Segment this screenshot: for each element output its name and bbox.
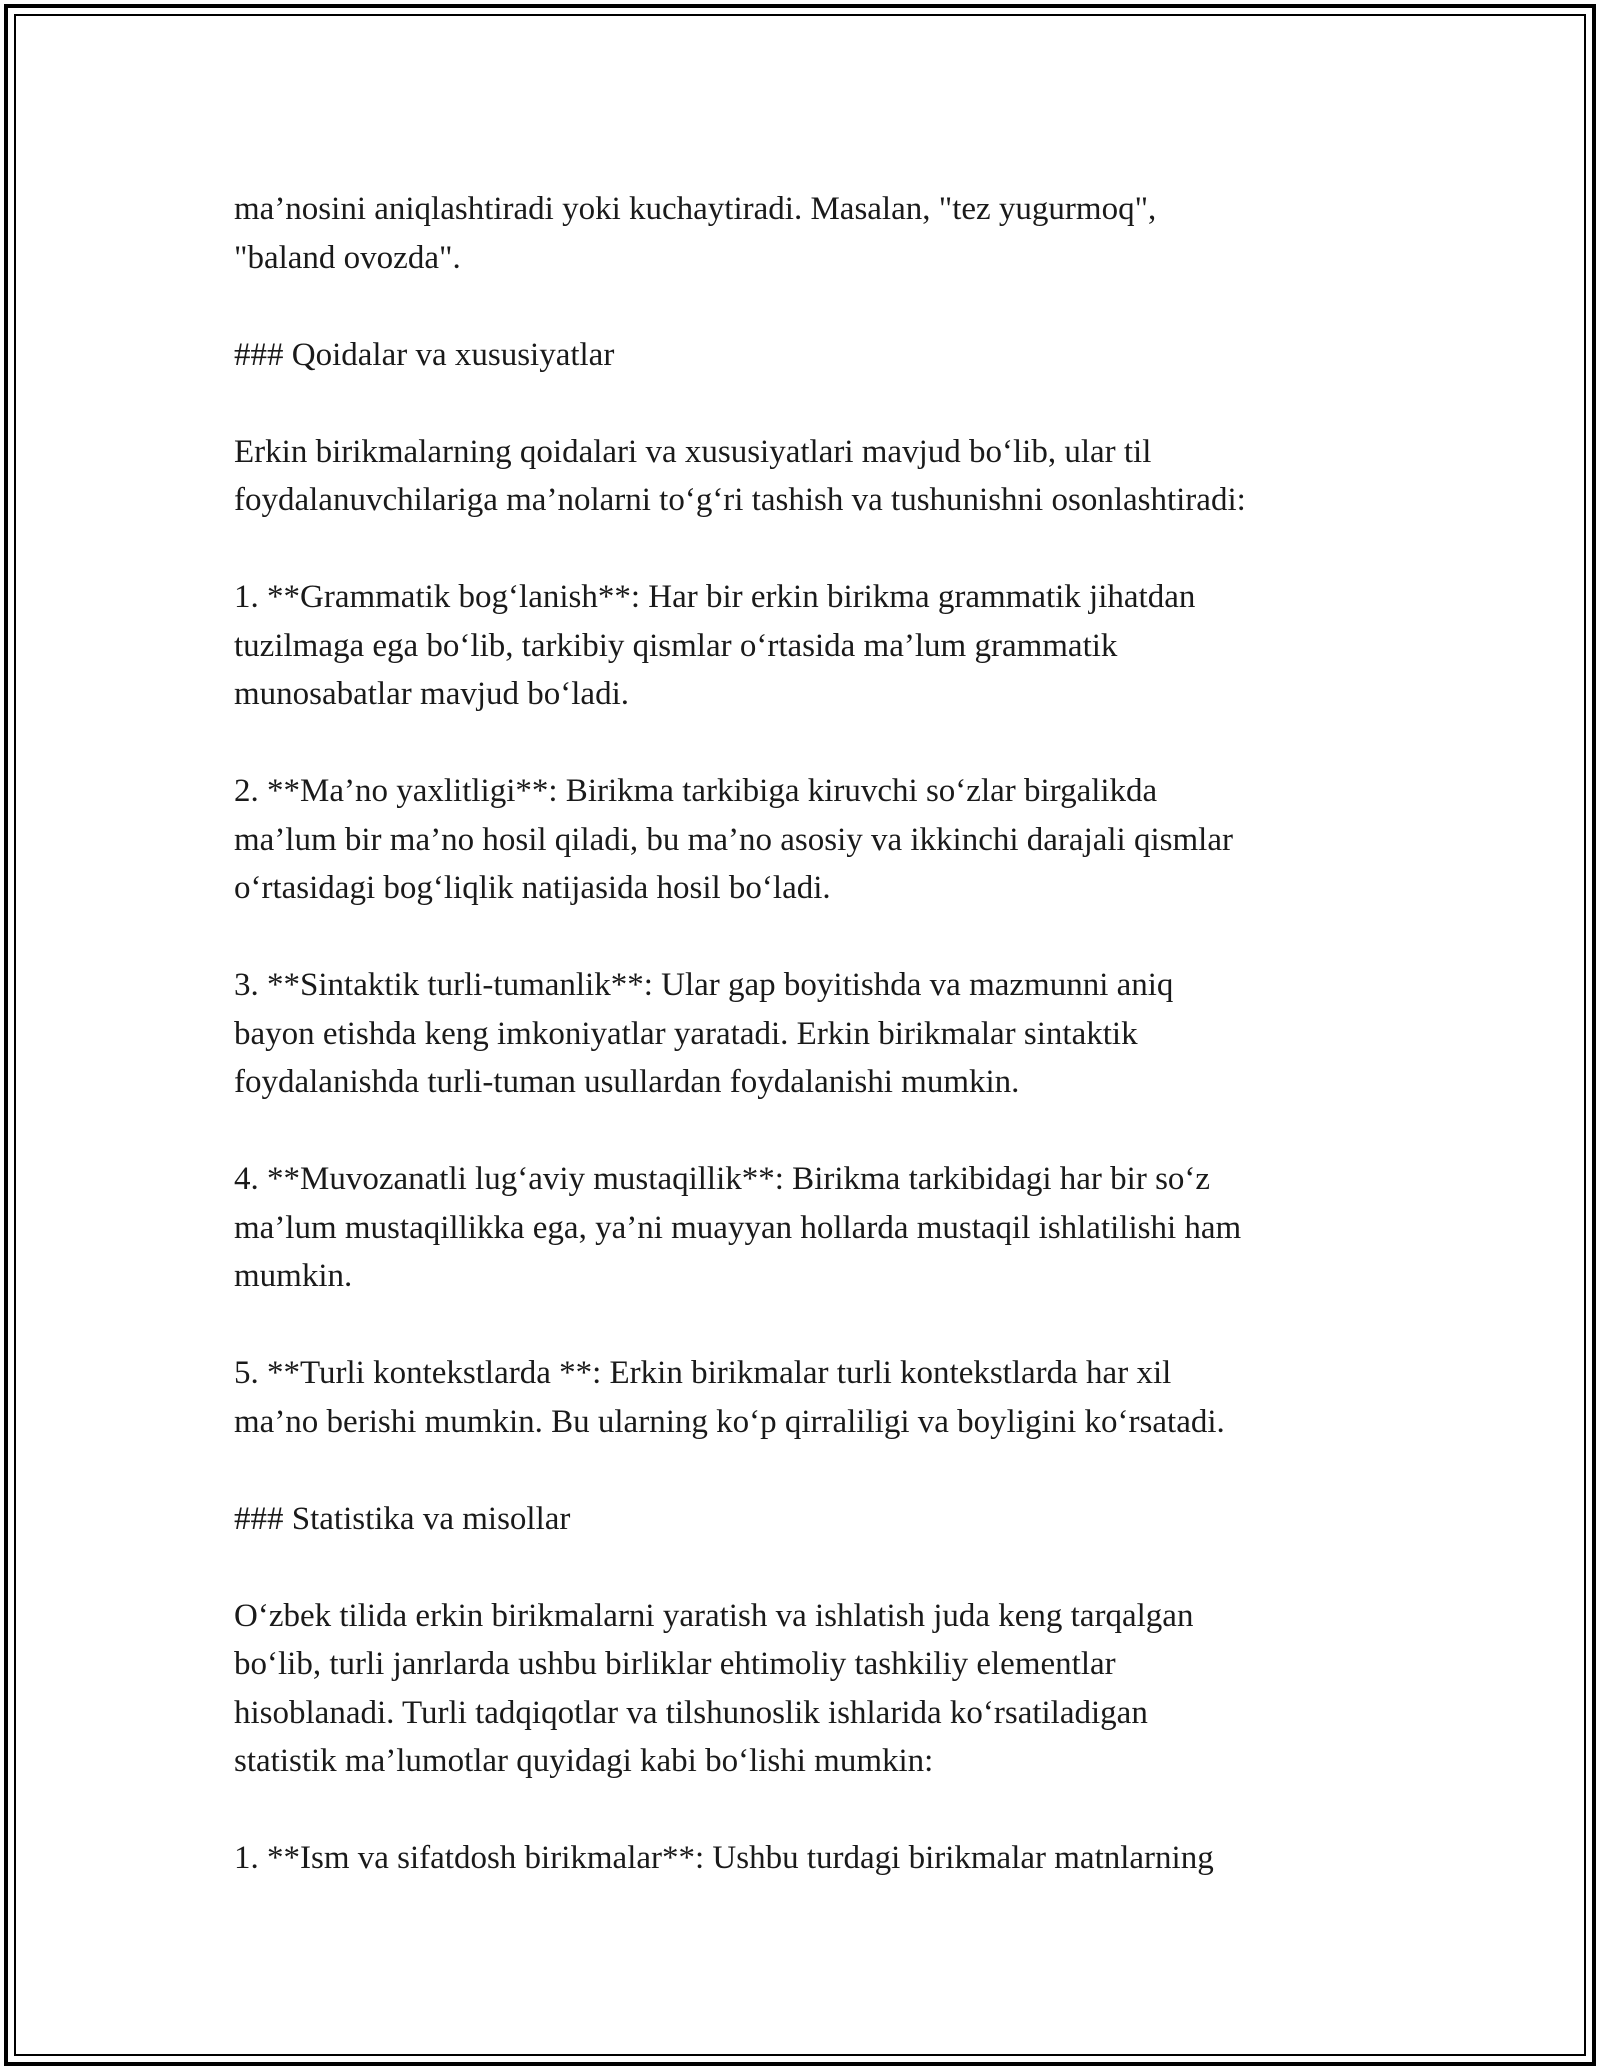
text-line: Erkin birikmalarning qoidalari va xususiyatlari mavjud bo‘lib, ular til <box>234 433 1152 470</box>
paragraph <box>234 767 1394 913</box>
text-line: ma’lum mustaqillikka ega, ya’ni muayyan hollarda mustaqil ishlatilishi ham <box>234 1209 1242 1246</box>
document-body <box>234 185 1394 1883</box>
text-line: statistik ma’lumotlar quyidagi kabi bo‘lishi mumkin: <box>234 1743 934 1779</box>
text-line: foydalanuvchilariga ma’nolarni to‘g‘ri tashish va tushunishni osonlashtiradi: <box>234 482 1246 518</box>
text-line: ma’no berishi mumkin. Bu ularning ko‘p qirraliligi va boyligini ko‘rsatadi. <box>234 1403 1225 1440</box>
text-line: ### Qoidalar va xususiyatlar <box>234 336 615 373</box>
paragraph <box>234 428 1394 525</box>
paragraph <box>234 961 1394 1107</box>
text-line: ma’nosini aniqlashtiradi yoki kuchaytiradi. Masalan, "tez yugurmoq", <box>234 191 1157 227</box>
text-line: mumkin. <box>234 1258 353 1294</box>
text-line: 2. **Ma’no yaxlitligi**: Birikma tarkibiga kiruvchi so‘zlar birgalikda <box>234 773 1158 809</box>
text-line: bo‘lib, turli janrlarda ushbu birliklar ehtimoliy tashkiliy elementlar <box>234 1646 1116 1682</box>
text-line: "baland ovozda". <box>234 239 461 276</box>
text-line: O‘zbek tilida erkin birikmalarni yaratish va ishlatish juda keng tarqalgan <box>234 1597 1194 1634</box>
text-line: foydalanishda turli-tuman usullardan foydalanishi mumkin. <box>234 1064 1020 1100</box>
paragraph <box>234 185 1394 282</box>
paragraph <box>234 1349 1394 1446</box>
text-line: ### Statistika va misollar <box>234 1500 571 1537</box>
text-line: tuzilmaga ega bo‘lib, tarkibiy qismlar o‘rtasida ma’lum grammatik <box>234 627 1118 664</box>
text-line: 4. **Muvozanatli lug‘aviy mustaqillik**: Birikma tarkibidagi har bir so‘z <box>234 1161 1211 1197</box>
paragraph <box>234 573 1394 719</box>
paragraph <box>234 1592 1394 1786</box>
text-line: hisoblanadi. Turli tadqiqotlar va tilshunoslik ishlarida ko‘rsatiladigan <box>234 1694 1148 1731</box>
text-line: ma’lum bir ma’no hosil qiladi, bu ma’no asosiy va ikkinchi darajali qismlar <box>234 821 1233 858</box>
text-line: 1. **Ism va sifatdosh birikmalar**: Ushbu turdagi birikmalar matnlarning <box>234 1840 1214 1876</box>
paragraph <box>234 331 1394 380</box>
paragraph <box>234 1495 1394 1544</box>
text-line: 5. **Turli kontekstlarda **: Erkin birikmalar turli kontekstlarda har xil <box>234 1355 1172 1391</box>
text-line: 1. **Grammatik bog‘lanish**: Har bir erkin birikma grammatik jihatdan <box>234 579 1196 615</box>
paragraph <box>234 1834 1394 1883</box>
text-line: 3. **Sintaktik turli-tumanlik**: Ular gap boyitishda va mazmunni aniq <box>234 967 1174 1003</box>
text-line: o‘rtasidagi bog‘liqlik natijasida hosil bo‘ladi. <box>234 870 831 906</box>
paragraph <box>234 1155 1394 1301</box>
text-line: bayon etishda keng imkoniyatlar yaratadi. Erkin birikmalar sintaktik <box>234 1015 1138 1052</box>
text-line: munosabatlar mavjud bo‘ladi. <box>234 676 629 712</box>
